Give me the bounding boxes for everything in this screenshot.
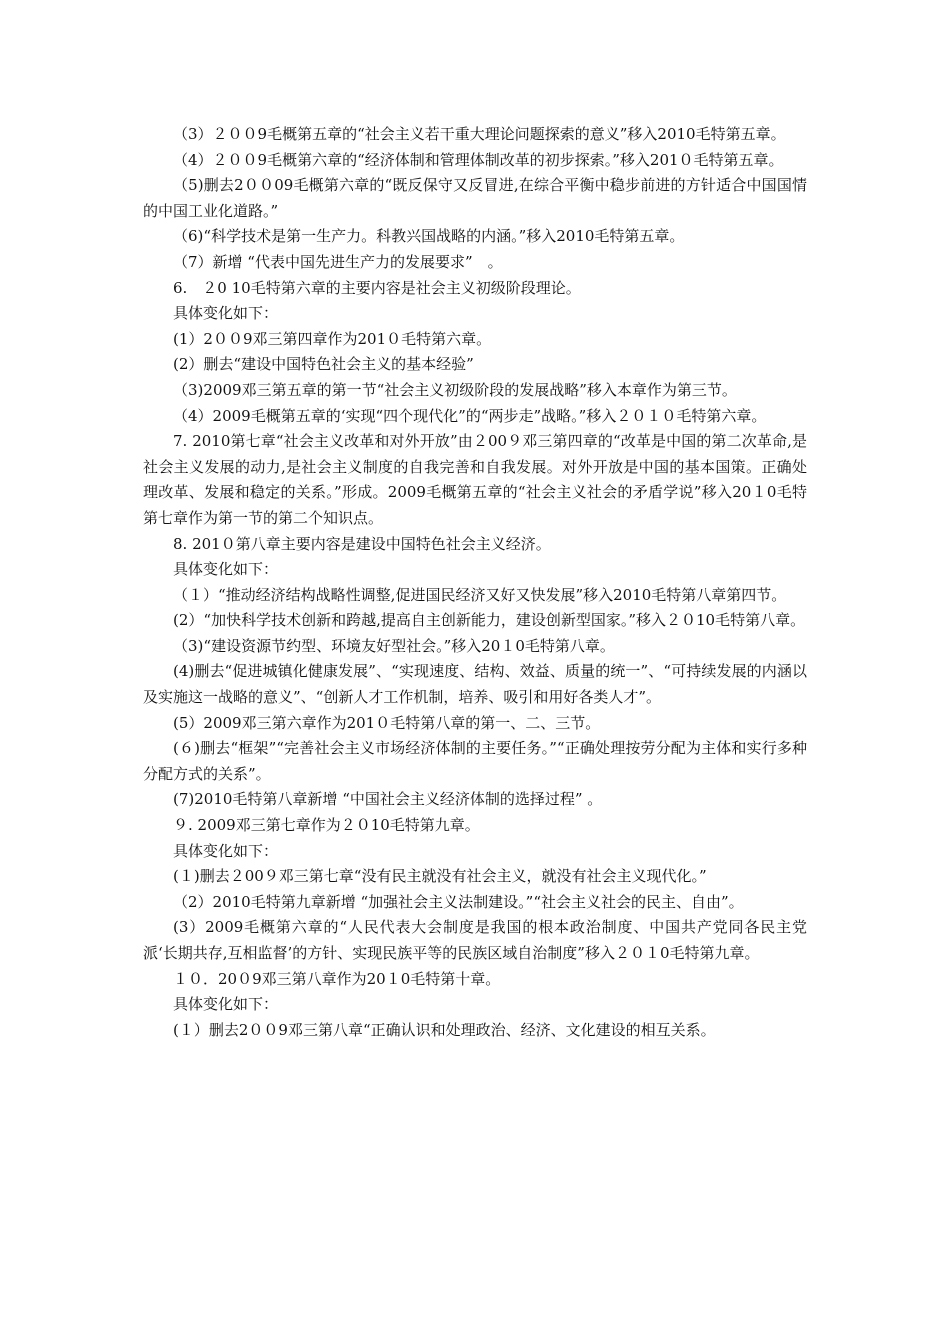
paragraph: 具体变化如下： bbox=[173, 304, 279, 323]
paragraph: （2）2010毛特第九章新增 “加强社会主义法制建设。”“社会主义社会的民主、自由”。 bbox=[173, 892, 744, 911]
paragraph: (7)2010毛特第八章新增 “中国社会主义经济体制的选择过程” 。 bbox=[173, 790, 603, 809]
paragraph: (5）2009邓三第六章作为201０毛特第八章的第一、二、三节。 bbox=[173, 713, 601, 732]
paragraph: (１)删去２00９邓三第七章“没有民主就没有社会主义，就没有社会主义现代化。” bbox=[173, 867, 707, 886]
section-heading: １０．20０9邓三第八章作为20１0毛特第十章。 bbox=[173, 969, 501, 988]
paragraph: 具体变化如下： bbox=[173, 841, 279, 860]
paragraph: （１）“推动经济结构战略性调整,促进国民经济又好又快发展”移入2010毛特第八章第四节。 bbox=[173, 585, 787, 604]
paragraph: （3)2009邓三第五章的第一节“社会主义初级阶段的发展战略”移入本章作为第三节。 bbox=[173, 380, 737, 399]
paragraph: （4）2009毛概第五章的‘实现“四个现代化”的“两步走”战略。”移入２０１０毛特第六章。 bbox=[173, 406, 767, 425]
paragraph: （6)“科学技术是第一生产力。科教兴国战略的内涵。”移入2010毛特第五章。 bbox=[173, 227, 685, 246]
paragraph: 具体变化如下： bbox=[173, 560, 279, 579]
section-heading: 7. 2010第七章“社会主义改革和对外开放”由２00９邓三第四章的“改革是中国的第二次革命,是社会主义发展的动力,是社会主义制度的自我完善和自我发展。对外开放是中国的基本国策。正确处理改革、发展和稳定的关系。”形成。2009毛概第五章的“社会主义社会的矛盾学说”移入20１0毛特第七章作为第一节的第二个知识点。 bbox=[143, 432, 807, 527]
paragraph: 具体变化如下： bbox=[173, 995, 279, 1014]
paragraph: (６)删去“框架”“完善社会主义市场经济体制的主要任务。”“正确处理按劳分配为主体和实行多种分配方式的关系”。 bbox=[143, 739, 807, 783]
section-heading: 6. ２0 10毛特第六章的主要内容是社会主义初级阶段理论。 bbox=[173, 278, 581, 297]
section-heading: ９. 2009邓三第七章作为２０10毛特第九章。 bbox=[173, 816, 480, 835]
paragraph: （5)删去2００09毛概第六章的“既反保守又反冒进,在综合平衡中稳步前进的方针适合中国国情的中国工业化道路。” bbox=[143, 176, 807, 220]
paragraph: (4)删去“促进城镇化健康发展”、“实现速度、结构、效益、质量的统一”、“可持续发展的内涵以及实施这一战略的意义”、“创新人才工作机制，培养、吸引和用好各类人才”。 bbox=[143, 662, 807, 707]
paragraph: (2）删去“建设中国特色社会主义的基本经验” bbox=[173, 355, 474, 374]
paragraph: (１）删去2００9邓三第八章“正确认识和处理政治、经济、文化建设的相互关系。 bbox=[173, 1020, 716, 1039]
section-heading: 8. 201０第八章主要内容是建设中国特色社会主义经济。 bbox=[173, 534, 551, 553]
document-body bbox=[143, 122, 807, 1043]
paragraph: （3）２００9毛概第五章的“社会主义若干重大理论问题探索的意义”移入2010毛特第五章。 bbox=[173, 125, 786, 143]
paragraph: （4）２００9毛概第六章的“经济体制和管理体制改革的初步探索。”移入201０毛特第五章。 bbox=[173, 150, 784, 169]
paragraph: （7）新增 “代表中国先进生产力的发展要求” 。 bbox=[173, 252, 503, 271]
paragraph: （3)“建设资源节约型、环境友好型社会。”移入20１0毛特第八章。 bbox=[173, 636, 615, 655]
paragraph: (3）2009毛概第六章的“人民代表大会制度是我国的根本政治制度、中国共产党同各民主党派‘长期共存,互相监督’的方针、实现民族平等的民族区域自治制度”移入２０１0毛特第九章。 bbox=[143, 918, 807, 962]
paragraph: (2）“加快科学技术创新和跨越,提高自主创新能力，建设创新型国家。”移入２０10毛特第八章。 bbox=[173, 611, 806, 630]
paragraph: (1）2００9邓三第四章作为201０毛特第六章。 bbox=[173, 329, 492, 348]
